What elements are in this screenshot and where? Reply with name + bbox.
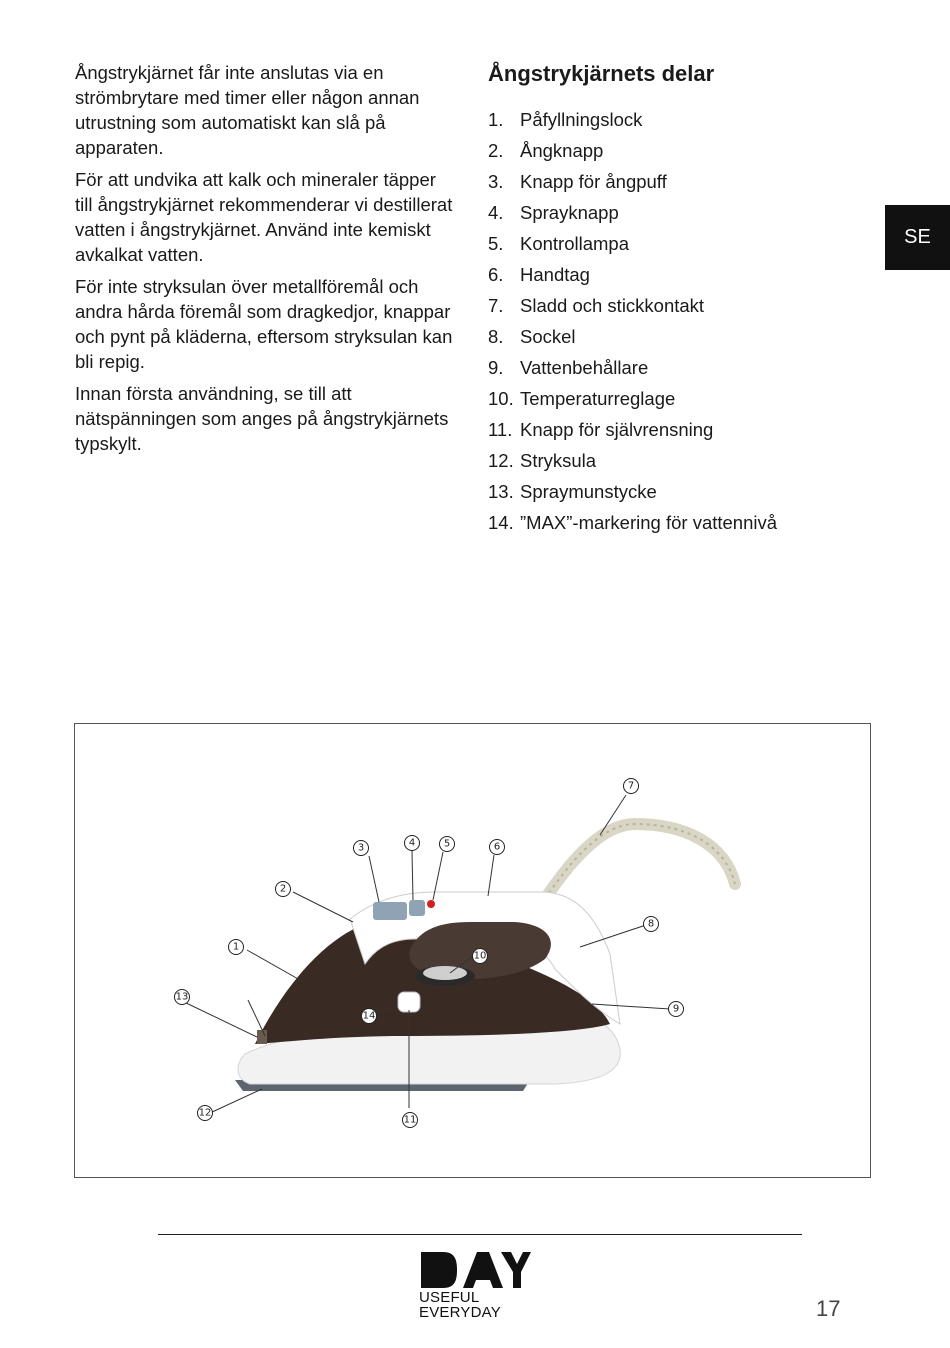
callout-label: 10	[473, 950, 487, 962]
list-item	[488, 352, 868, 383]
callout-6	[490, 840, 505, 855]
item-number: 14.	[488, 512, 514, 533]
callout-label: 8	[647, 918, 655, 930]
callout-1	[229, 940, 244, 955]
list-item	[488, 507, 868, 538]
callout-label: 3	[357, 842, 365, 854]
callout-label: 12	[198, 1107, 212, 1119]
item-label: Vattenbehållare	[520, 357, 649, 378]
item-number: 10.	[488, 388, 514, 409]
callout-8	[644, 917, 659, 932]
intro-text-column	[75, 60, 455, 463]
indicator-lamp	[427, 900, 435, 908]
callout-label: 11	[403, 1114, 417, 1126]
callout-9	[669, 1002, 684, 1017]
callout-label: 7	[627, 780, 635, 792]
item-number: 2.	[488, 140, 504, 161]
footer-divider	[158, 1234, 802, 1235]
item-number: 5.	[488, 233, 504, 254]
list-item	[488, 383, 868, 414]
callout-label: 5	[443, 838, 451, 850]
callout-14	[362, 1009, 377, 1024]
list-item	[488, 259, 868, 290]
item-label: Knapp för självrensning	[520, 419, 714, 440]
page-number: 17	[816, 1296, 841, 1321]
iron-diagram	[74, 723, 871, 1178]
parts-section	[488, 58, 868, 538]
list-item	[488, 445, 868, 476]
paragraph-voltage-check: Innan första användning, se till att nätspänningen som anges på ångstrykjärnets typskylt.	[75, 383, 449, 454]
callout-5	[440, 837, 455, 852]
day-logo	[419, 1250, 531, 1320]
item-number: 8.	[488, 326, 504, 347]
paragraph-timer-warning: Ångstrykjärnet får inte anslutas via en strömbrytare med timer eller någon annan utrustning som automatiskt kan slå på apparaten.	[75, 62, 420, 158]
item-number: 3.	[488, 171, 504, 192]
item-number: 9.	[488, 357, 504, 378]
callout-11	[403, 1113, 418, 1128]
item-label: Spraymunstycke	[520, 481, 657, 502]
item-label: ”MAX”-markering för vattennivå	[520, 512, 778, 533]
callout-label: 9	[672, 1003, 680, 1015]
item-number: 6.	[488, 264, 504, 285]
list-item	[488, 197, 868, 228]
parts-list	[488, 104, 868, 538]
item-number: 4.	[488, 202, 504, 223]
day-logo-mark	[419, 1250, 531, 1290]
iron-illustration	[75, 724, 872, 1179]
item-number: 11.	[488, 419, 513, 440]
logo-tagline-1: USEFUL	[419, 1289, 480, 1306]
paragraph-distilled-water: För att undvika att kalk och mineraler täpper till ångstrykjärnet rekommenderar vi destillerat vatten i ångstrykjärnet. Använd inte kemiskt avkalkat vatten.	[75, 169, 453, 265]
list-item	[488, 166, 868, 197]
item-number: 1.	[488, 109, 504, 130]
list-item	[488, 228, 868, 259]
self-clean-button	[398, 992, 420, 1012]
callout-label: 1	[232, 941, 240, 953]
callout-2	[276, 882, 291, 897]
power-cord	[545, 824, 735, 899]
callout-12	[198, 1106, 213, 1121]
item-label: Knapp för ångpuff	[520, 171, 667, 192]
item-label: Temperaturreglage	[520, 388, 676, 409]
callout-3	[354, 841, 369, 856]
paragraph-soleplate-care: För inte stryksulan över metallföremål och andra hårda föremål som dragkedjor, knappar och pynt på kläderna, eftersom stryksulan kan bli repig.	[75, 276, 453, 372]
language-tab: SE	[885, 205, 950, 270]
spray-button	[409, 900, 425, 916]
list-item	[488, 290, 868, 321]
item-number: 12.	[488, 450, 514, 471]
item-label: Stryksula	[520, 450, 597, 471]
item-label: Sladd och stickkontakt	[520, 295, 705, 316]
burst-button	[373, 902, 407, 920]
callout-10	[473, 949, 488, 964]
list-item	[488, 104, 868, 135]
callout-7	[624, 779, 639, 794]
callout-label: 2	[279, 883, 287, 895]
callout-label: 4	[408, 837, 416, 849]
item-label: Sprayknapp	[520, 202, 619, 223]
item-number: 13.	[488, 481, 514, 502]
callout-4	[405, 836, 420, 851]
item-label: Kontrollampa	[520, 233, 630, 254]
parts-title: Ångstrykjärnets delar	[488, 61, 715, 86]
item-label: Sockel	[520, 326, 576, 347]
item-label: Påfyllningslock	[520, 109, 643, 130]
item-label: Ångknapp	[520, 140, 604, 161]
callout-label: 14	[362, 1010, 376, 1022]
item-label: Handtag	[520, 264, 590, 285]
callout-13	[175, 990, 190, 1005]
logo-tagline-2: EVERYDAY	[419, 1304, 501, 1321]
list-item	[488, 321, 868, 352]
spray-nozzle	[257, 1030, 267, 1044]
item-number: 7.	[488, 295, 504, 316]
callout-label: 13	[175, 991, 189, 1003]
list-item	[488, 414, 868, 445]
callout-label: 6	[493, 841, 501, 853]
list-item	[488, 476, 868, 507]
list-item	[488, 135, 868, 166]
